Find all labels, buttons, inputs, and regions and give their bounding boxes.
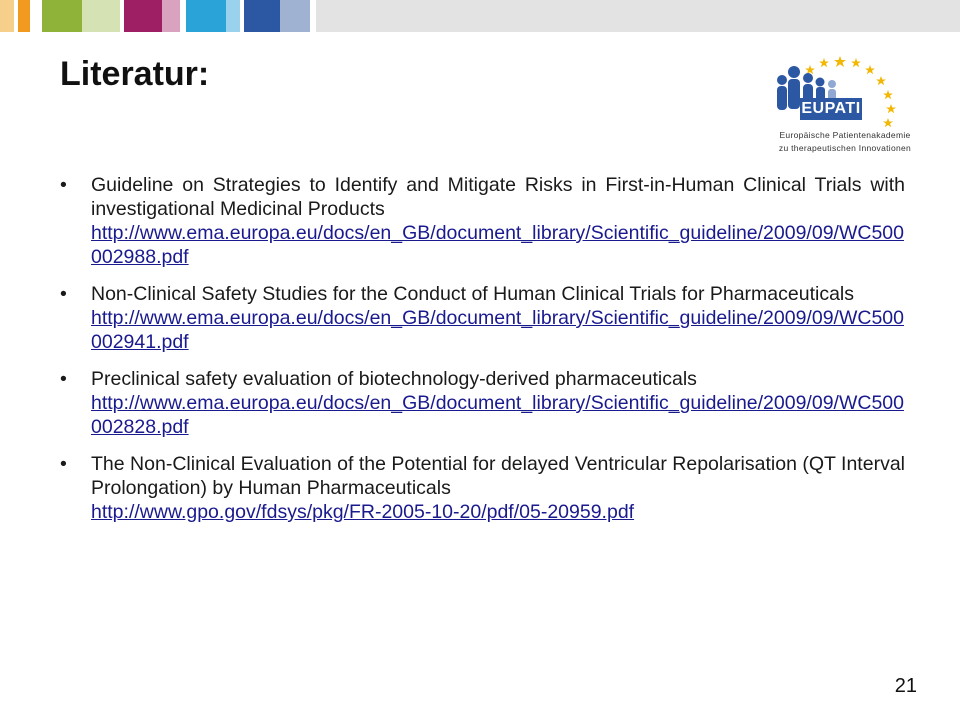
reference-link[interactable]: http://www.ema.europa.eu/docs/en_GB/document_library/Scientific_guideline/2009/09/WC500002941.pdf bbox=[91, 307, 904, 353]
bullet: • bbox=[60, 453, 67, 475]
color-block bbox=[124, 0, 162, 32]
page-number: 21 bbox=[894, 675, 917, 697]
slide-title: Literatur: bbox=[60, 55, 210, 93]
color-block bbox=[244, 0, 280, 32]
color-block bbox=[18, 0, 30, 32]
logo-wordmark: EUPATI bbox=[800, 98, 862, 120]
color-block bbox=[82, 0, 120, 32]
bullet: • bbox=[60, 283, 67, 305]
reference-title: The Non-Clinical Evaluation of the Potential for delayed Ventricular Repolarisation (QT Interval Prolongation) by Human Pharmaceuticals bbox=[91, 453, 905, 499]
logo-tagline: Europäische Patientenakademie bbox=[779, 130, 911, 140]
reference-link[interactable]: http://www.ema.europa.eu/docs/en_GB/document_library/Scientific_guideline/2009/09/WC500002828.pdf bbox=[91, 392, 904, 438]
bullet: • bbox=[60, 368, 67, 390]
color-block bbox=[226, 0, 240, 32]
color-block bbox=[280, 0, 310, 32]
reference-title: Non-Clinical Safety Studies for the Conduct of Human Clinical Trials for Pharmaceuticals bbox=[91, 283, 854, 305]
color-block bbox=[0, 0, 14, 32]
reference-item bbox=[60, 173, 905, 269]
eupati-logo bbox=[760, 50, 930, 160]
reference-link[interactable]: http://www.gpo.gov/fdsys/pkg/FR-2005-10-20/pdf/05-20959.pdf bbox=[91, 501, 635, 523]
bullet: • bbox=[60, 174, 67, 196]
reference-link[interactable]: http://www.ema.europa.eu/docs/en_GB/document_library/Scientific_guideline/2009/09/WC500002988.pdf bbox=[91, 222, 904, 268]
color-block bbox=[186, 0, 226, 32]
color-block bbox=[316, 0, 960, 32]
reference-item bbox=[60, 282, 905, 354]
color-block bbox=[42, 0, 82, 32]
reference-item bbox=[60, 367, 905, 439]
reference-title: Preclinical safety evaluation of biotechnology-derived pharmaceuticals bbox=[91, 368, 697, 390]
color-block bbox=[162, 0, 180, 32]
reference-title: Guideline on Strategies to Identify and Mitigate Risks in First-in-Human Clinical Trials with investigational Medicinal Products bbox=[91, 174, 905, 220]
decorative-color-bar bbox=[0, 0, 960, 32]
reference-list bbox=[60, 173, 905, 524]
reference-item bbox=[60, 452, 905, 524]
logo-tagline: zu therapeutischen Innovationen bbox=[778, 143, 912, 153]
